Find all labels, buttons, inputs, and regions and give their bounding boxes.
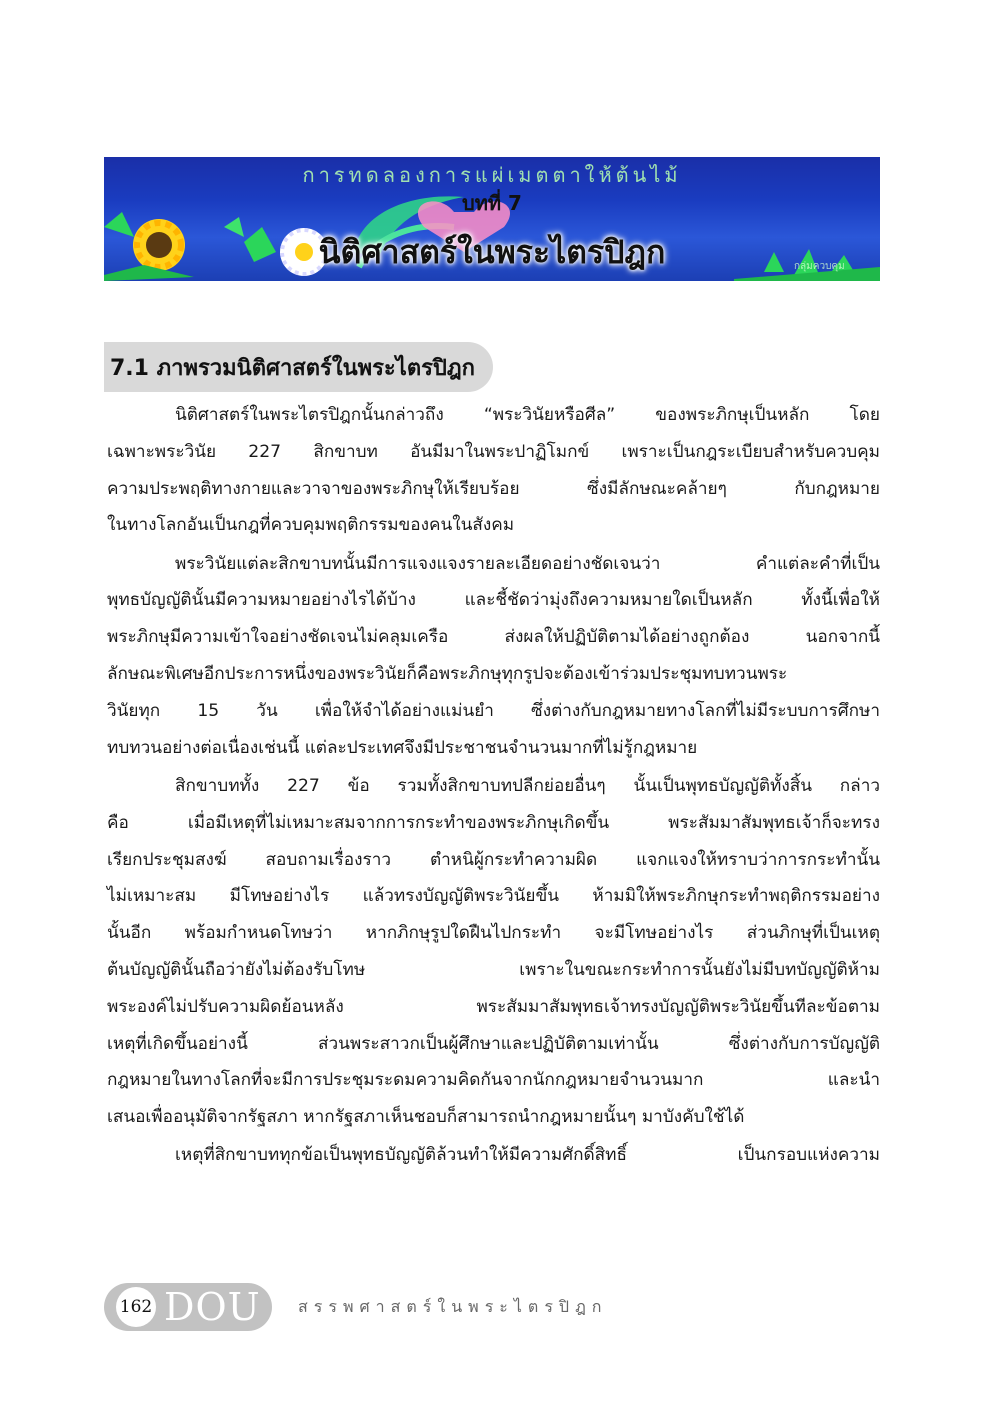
book-title: สรรพศาสตร์ในพระไตรปิฎก <box>298 1296 608 1316</box>
text-line: สิกขาบททั้ง 227 ข้อ รวมทั้งสิกขาบทปลีกย่อยอื่นๆ นั้นเป็นพุทธบัญญัติทั้งสิ้น กล่าว <box>175 775 880 796</box>
chapter-banner <box>104 157 880 281</box>
chapter-title: นิติศาสตร์ในพระไตรปิฎก <box>318 233 666 271</box>
dou-logo: DOU <box>164 1285 261 1329</box>
paragraph <box>107 1137 880 1174</box>
svg-text:กลุ่มควบคุม: กลุ่มควบคุม <box>794 261 845 272</box>
text-line: กฎหมายในทางโลกที่จะมีการประชุมระดมความคิดกันจากนักกฎหมายจำนวนมาก และนำ <box>107 1070 880 1091</box>
text-line: พุทธบัญญัตินั้นมีความหมายอย่างไรได้บ้าง และชี้ชัดว่ามุ่งถึงความหมายใดเป็นหลัก ทั้งนี้เพื่อให้ <box>107 590 880 611</box>
paragraph <box>107 768 880 1136</box>
page-number: 162 <box>116 1287 156 1327</box>
section-heading <box>104 342 493 392</box>
text-line: นิติศาสตร์ในพระไตรปิฎกนั้นกล่าวถึง “พระวินัยหรือศีล” ของพระภิกษุเป็นหลัก โดย <box>175 405 880 425</box>
paragraph <box>107 397 880 544</box>
text-line: พระองค์ไม่ปรับความผิดย้อนหลัง พระสัมมาสัมพุทธเจ้าทรงบัญญัติพระวินัยขึ้นทีละข้อตาม <box>107 996 880 1017</box>
section-heading-text: 7.1 ภาพรวมนิติศาสตร์ในพระไตรปิฎก <box>110 355 475 381</box>
text-line: คือ เมื่อมีเหตุที่ไม่เหมาะสมจากการกระทำของพระภิกษุเกิดขึ้น พระสัมมาสัมพุทธเจ้าก็จะทรง <box>107 812 880 833</box>
text-line: ความประพฤติทางกายและวาจาของพระภิกษุให้เรียบร้อย ซึ่งมีลักษณะคล้ายๆ กับกฎหมาย <box>107 478 880 499</box>
chapter-label: บทที่ 7 <box>462 191 522 215</box>
text-line: เหตุที่เกิดขึ้นอย่างนี้ ส่วนพระสาวกเป็นผู้ศึกษาและปฏิบัติตามเท่านั้น ซึ่งต่างกับการบัญญัติ <box>107 1033 880 1054</box>
text-line: พระวินัยแต่ละสิกขาบทนั้นมีการแจงแจงรายละเอียดอย่างชัดเจนว่า คำแต่ละคำที่เป็น <box>175 553 880 574</box>
text-line: วินัยทุก 15 วัน เพื่อให้จำได้อย่างแม่นยำ ซึ่งต่างกับกฎหมายทางโลกที่ไม่มีระบบการศึกษา <box>107 700 880 721</box>
text-line: เรียกประชุมสงฆ์ สอบถามเรื่องราว ตำหนิผู้กระทำความผิด แจกแจงให้ทราบว่าการกระทำนั้น <box>107 849 880 870</box>
text-line: เหตุที่สิกขาบททุกข้อเป็นพุทธบัญญัติล้วนทำให้มีความศักดิ์สิทธิ์ เป็นกรอบแห่งความ <box>175 1145 880 1166</box>
banner-top-text: การทดลองการแผ่เมตตาให้ต้นไม้ <box>302 163 682 187</box>
text-line: ลักษณะพิเศษอีกประการหนึ่งของพระวินัยก็คือพระภิกษุทุกรูปจะต้องเข้าร่วมประชุมทบทวนพระ <box>107 664 788 685</box>
text-line: เฉพาะพระวินัย 227 สิกขาบท อันมีมาในพระปาฏิโมกข์ เพราะเป็นกฎระเบียบสำหรับควบคุม <box>107 441 880 462</box>
text-line: ในทางโลกอันเป็นกฎที่ควบคุมพฤติกรรมของคนในสังคม <box>107 515 515 536</box>
text-line: ไม่เหมาะสม มีโทษอย่างไร แล้วทรงบัญญัติพระวินัยขึ้น ห้ามมิให้พระภิกษุกระทำพฤติกรรมอย่าง <box>107 886 880 907</box>
footer-badge <box>104 1283 272 1331</box>
text-line: นั้นอีก พร้อมกำหนดโทษว่า หากภิกษุรูปใดฝืนไปกระทำ จะมีโทษอย่างไร ส่วนภิกษุที่เป็นเหตุ <box>107 923 880 944</box>
body-text <box>107 397 880 1176</box>
text-line: เสนอเพื่ออนุมัติจากรัฐสภา หากรัฐสภาเห็นชอบก็สามารถนำกฎหมายนั้นๆ มาบังคับใช้ได้ <box>107 1107 745 1128</box>
text-line: ทบทวนอย่างต่อเนื่องเช่นนี้ แต่ละประเทศจึงมีประชาชนจำนวนมากที่ไม่รู้กฎหมาย <box>107 737 698 758</box>
text-line: ต้นบัญญัตินั้นถือว่ายังไม่ต้องรับโทษ เพราะในขณะกระทำการนั้นยังไม่มีบทบัญญัติห้าม <box>107 959 880 980</box>
paragraph <box>107 546 880 767</box>
text-line: พระภิกษุมีความเข้าใจอย่างชัดเจนไม่คลุมเครือ ส่งผลให้ปฏิบัติตามได้อย่างถูกต้อง นอกจากนี้ <box>107 627 880 648</box>
page-footer <box>104 1283 608 1331</box>
